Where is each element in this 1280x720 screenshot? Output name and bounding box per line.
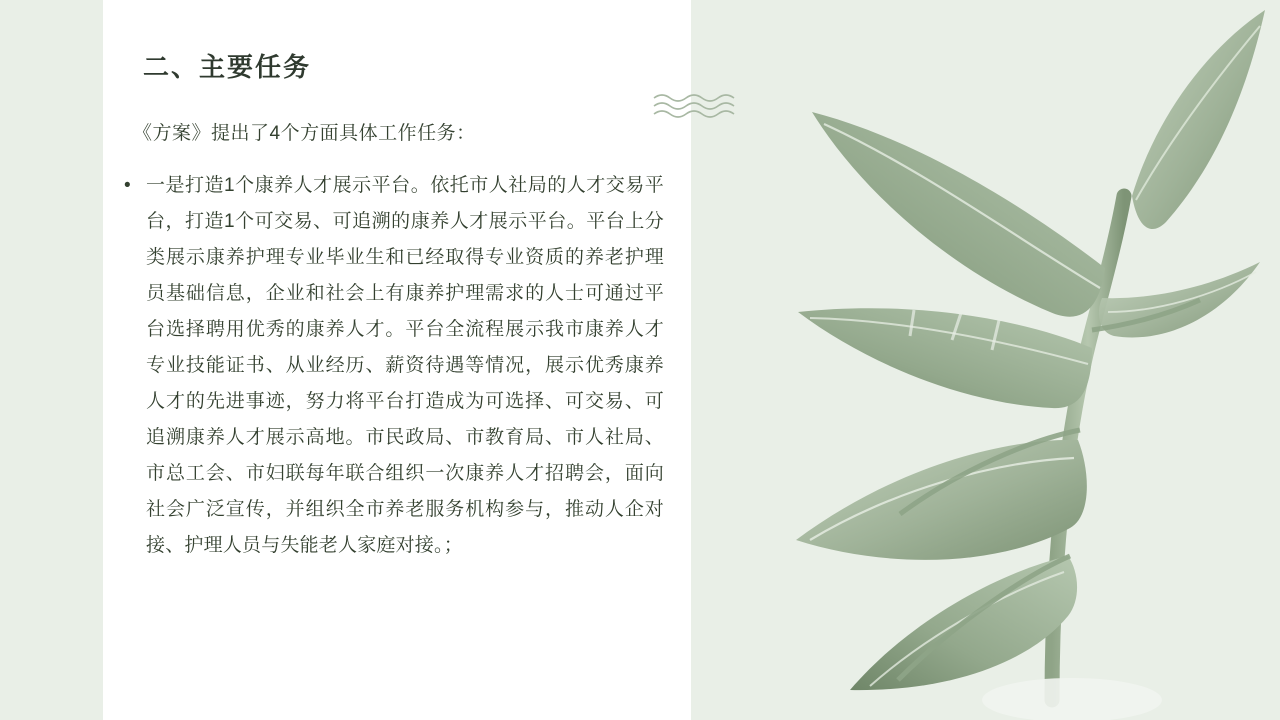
lead-paragraph: 《方案》提出了4个方面具体工作任务：: [133, 123, 476, 144]
bullet-text: 一是打造1个康养人才展示平台。依托市人社局的人才交易平台，打造1个可交易、可追溯的康养人才展示平台。平台上分类展示康养护理专业毕业生和已经取得专业资质的养老护理员基础信息，企业和社会上有康养护理需求的人士可通过平台选择聘用优秀的康养人才。平台全流程展示我市康养人才专业技能证书、从业经历、薪资待遇等情况，展示优秀康养人才的先进事迹，努力将平台打造成为可选择、可交易、可追溯康养人才展示高地。市民政局、市教育局、市人社局、市总工会、市妇联每年联合组织一次康养人才招聘会，面向社会广泛宣传，并组织全市养老服务机构参与，推动人企对接、护理人员与失能老人家庭对接。；: [146, 175, 664, 556]
list-item: [124, 168, 664, 564]
page-title: 二、主要任务: [143, 52, 312, 82]
bullet-marker: •: [124, 175, 131, 196]
banana-leaf-plant-illustration: [700, 0, 1280, 720]
